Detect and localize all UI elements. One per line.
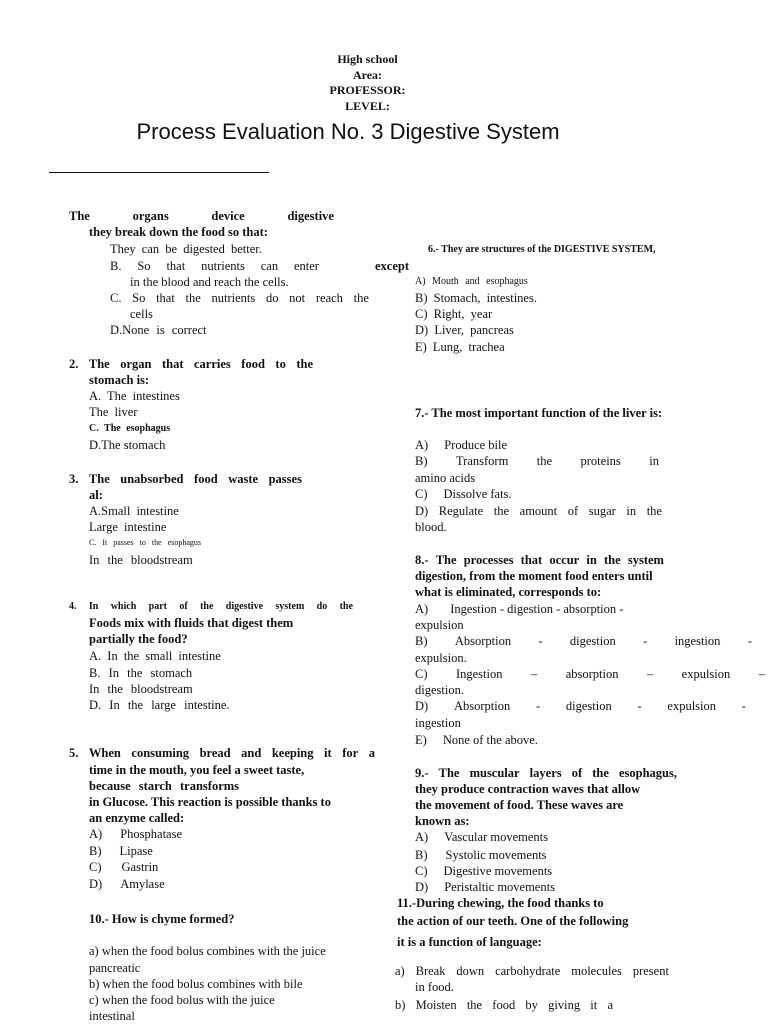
question-1-option-b: B. So that nutrients can enter — [110, 259, 319, 273]
question-8-line-1: 8.- The processes that occur in the system — [415, 553, 664, 567]
question-2-option-b: The liver — [89, 405, 138, 419]
question-11-option-b: b) Moisten the food by giving it a — [395, 998, 613, 1012]
question-1-option-c: C. So that the nutrients do not reach the — [110, 291, 369, 305]
question-7-option-d: D) Regulate the amount of sugar in the — [415, 504, 662, 518]
question-3-line-2: al: — [89, 488, 103, 502]
question-6-except: except — [375, 259, 410, 273]
area-label: Area: — [352, 68, 383, 82]
question-1-line-2: they break down the food so that: — [89, 225, 268, 239]
question-9-option-b: B) Systolic movements — [415, 848, 547, 862]
question-10-option-b: b) when the food bolus combines with bile — [89, 977, 303, 991]
question-4-line-1: 4. In which part of the digestive system do the — [69, 601, 353, 612]
question-9-line-3: the movement of food. These waves are — [415, 798, 624, 812]
question-2-line-1: 2. The organ that carries food to the — [69, 357, 313, 371]
question-2-option-a: A. The intestines — [89, 389, 180, 403]
question-7-option-a: A) Produce bile — [415, 438, 508, 452]
question-1-option-c-cont: cells — [130, 307, 153, 321]
question-6-option-d: D) Liver, pancreas — [415, 323, 514, 337]
question-8-line-2: digestion, from the moment food enters until — [415, 569, 653, 583]
question-8-option-e: E) None of the above. — [415, 733, 538, 747]
level-label: LEVEL: — [345, 99, 390, 113]
question-3-option-b: Large intestine — [89, 520, 167, 534]
question-4-line-2: Foods mix with fluids that digest them — [89, 616, 294, 630]
question-6-option-a: A) Mouth and esophagus — [415, 276, 528, 287]
question-2-line-2: stomach is: — [89, 373, 150, 387]
question-6-line-1: 6.- They are structures of the DIGESTIVE SYSTEM, — [428, 244, 656, 255]
question-8-option-d-cont: ingestion — [415, 716, 461, 730]
question-4-option-c: In the bloodstream — [89, 682, 193, 696]
question-5-line-4: in Glucose. This reaction is possible thanks to — [89, 795, 331, 809]
question-6-option-e: E) Lung, trachea — [415, 340, 505, 354]
question-10-option-a: a) when the food bolus combines with the juice — [89, 944, 326, 958]
question-11-option-a-cont: in food. — [415, 980, 454, 994]
question-8-option-a: A) Ingestion - digestion - absorption - — [415, 602, 624, 616]
question-11-line-2: the action of our teeth. One of the following — [397, 914, 629, 928]
question-7-option-d-cont: blood. — [415, 520, 447, 534]
question-4-option-b: B. In the stomach — [89, 666, 193, 680]
question-4-line-3: partially the food? — [89, 632, 188, 646]
question-10-line-1: 10.- How is chyme formed? — [89, 912, 235, 926]
question-7-line-1: 7.- The most important function of the liver is: — [415, 406, 663, 420]
question-5-option-b: B) Lipase — [89, 844, 153, 858]
question-10-option-a-cont: pancreatic — [89, 961, 141, 975]
question-11-option-a: a) Break down carbohydrate molecules present — [395, 964, 669, 978]
question-1-line-1: The organs device digestive — [69, 209, 334, 223]
question-10-option-c-cont: intestinal — [89, 1009, 135, 1023]
school-label: High school — [337, 52, 398, 66]
question-7-option-b-cont: amino acids — [415, 471, 476, 485]
question-5-line-2: time in the mouth, you feel a sweet taste, — [89, 763, 305, 777]
question-1-option-b-cont: in the blood and reach the cells. — [130, 275, 289, 289]
question-1-option-a: They can be digested better. — [110, 242, 262, 256]
question-1-option-d: D.None is correct — [110, 323, 207, 337]
question-8-option-c: C) Ingestion – absorption – expulsion – — [415, 667, 765, 681]
question-9-line-4: known as: — [415, 814, 470, 828]
question-4-option-d: D. In the large intestine. — [89, 698, 230, 712]
question-8-option-b-cont: expulsion. — [415, 651, 467, 665]
divider — [49, 172, 269, 173]
question-3-line-1: 3. The unabsorbed food waste passes — [69, 472, 302, 486]
question-5-option-c: C) Gastrin — [89, 860, 159, 874]
page-title: Process Evaluation No. 3 Digestive System — [136, 119, 560, 144]
question-5-line-5: an enzyme called: — [89, 811, 185, 825]
question-4-option-a: A. In the small intestine — [89, 649, 221, 663]
professor-label: PROFESSOR: — [329, 83, 406, 97]
question-8-option-d: D) Absorption - digestion - expulsion - — [415, 699, 746, 713]
question-6-option-c: C) Right, year — [415, 307, 493, 321]
question-5-option-a: A) Phosphatase — [89, 827, 183, 841]
question-9-option-d: D) Peristaltic movements — [415, 880, 555, 894]
question-5-line-3: because starch transforms — [89, 779, 240, 793]
question-3-option-a: A.Small intestine — [89, 504, 179, 518]
question-3-option-c: C. It passes to the esophagus — [89, 538, 201, 547]
question-8-option-c-cont: digestion. — [415, 683, 464, 697]
question-9-option-c: C) Digestive movements — [415, 864, 553, 878]
question-8-option-b: B) Absorption - digestion - ingestion - — [415, 634, 752, 648]
question-11-line-1: 11.-During chewing, the food thanks to — [397, 896, 604, 910]
question-7-option-c: C) Dissolve fats. — [415, 487, 512, 501]
question-9-option-a: A) Vascular movements — [415, 830, 548, 844]
question-9-line-2: they produce contraction waves that allow — [415, 782, 641, 796]
question-3-option-d: In the bloodstream — [89, 553, 193, 567]
question-9-line-1: 9.- The muscular layers of the esophagus, — [415, 766, 677, 780]
question-2-option-d: D.The stomach — [89, 438, 166, 452]
question-5-option-d: D) Amylase — [89, 877, 165, 891]
question-5-line-1: 5. When consuming bread and keeping it for a — [69, 746, 375, 760]
question-11-line-3: it is a function of language: — [397, 935, 542, 949]
question-6-option-b: B) Stomach, intestines. — [415, 291, 537, 305]
question-7-option-b: B) Transform the proteins in — [415, 454, 659, 468]
question-8-line-3: what is eliminated, corresponds to: — [415, 585, 602, 599]
question-10-option-c: c) when the food bolus with the juice — [89, 993, 275, 1007]
question-8-option-a-cont: expulsion — [415, 618, 464, 632]
question-2-option-c: C. The esophagus — [89, 423, 171, 434]
